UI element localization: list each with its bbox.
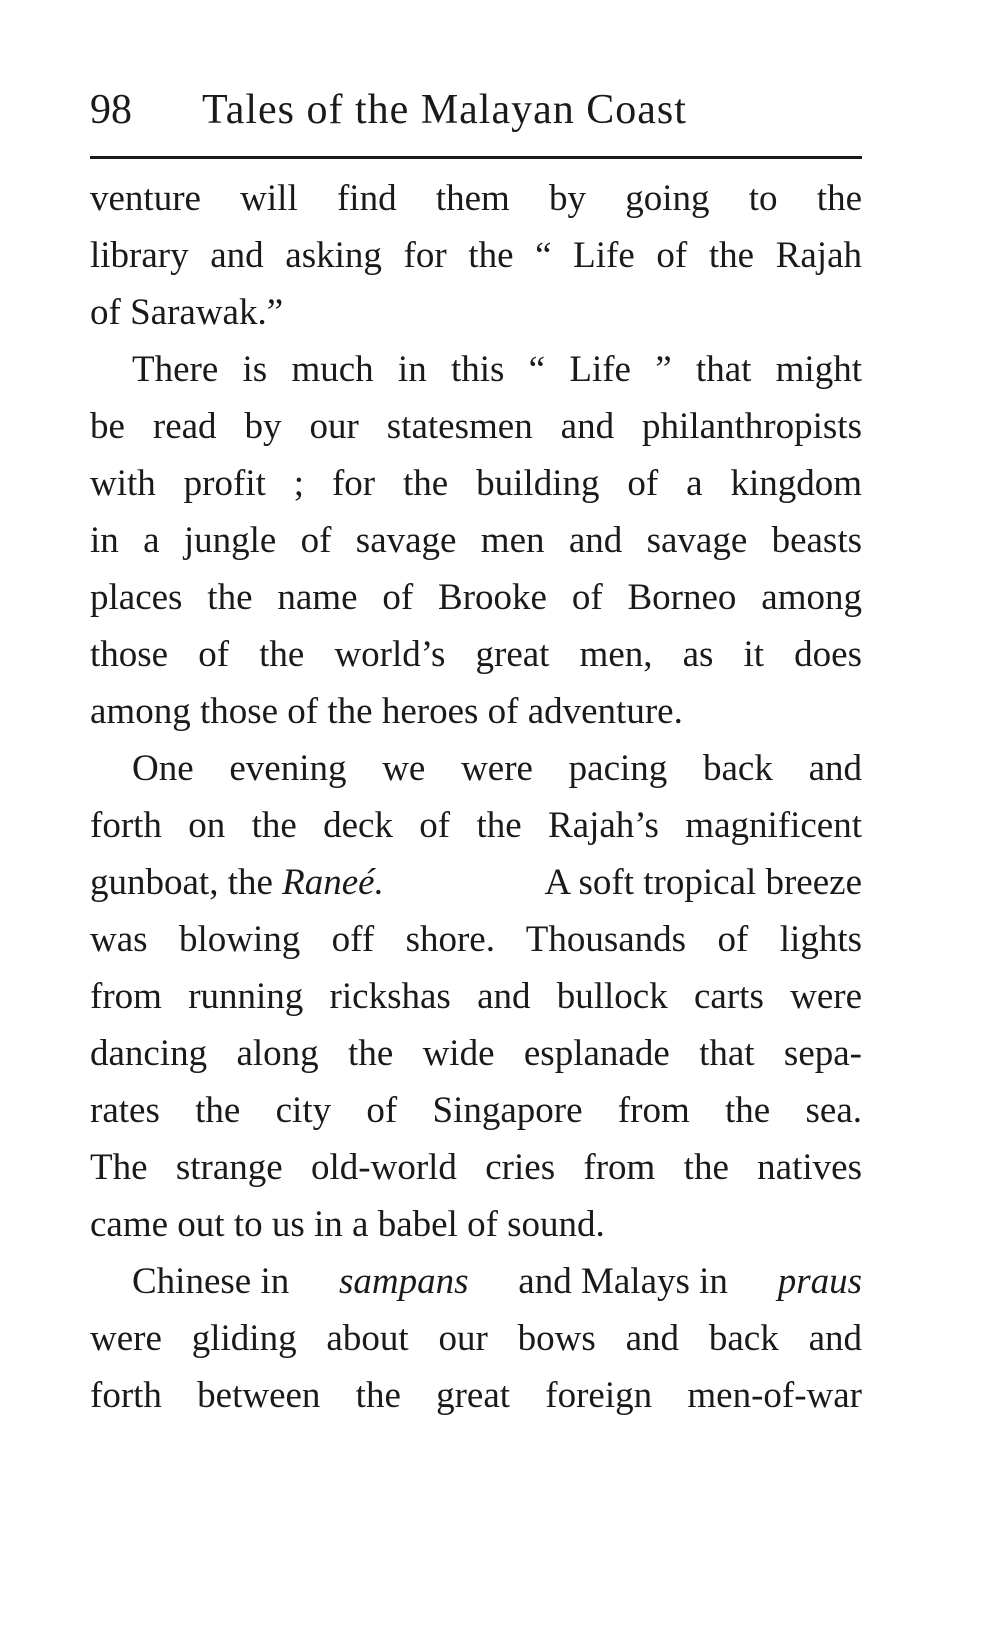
text-run: Chinese in bbox=[132, 1261, 290, 1302]
text-line: in a jungle of savage men and savage beasts bbox=[90, 520, 862, 561]
ship-name-italic: Raneé. bbox=[282, 862, 384, 903]
text-line: those of the world’s great men, as it does bbox=[90, 634, 862, 675]
body-text bbox=[90, 170, 862, 1424]
text-line: There is much in this “ Life ” that might bbox=[132, 349, 862, 390]
text-line: was blowing off shore. Thousands of lights bbox=[90, 919, 862, 960]
text-line: library and asking for the “ Life of the Rajah bbox=[90, 235, 862, 276]
text-line: be read by our statesmen and philanthropists bbox=[90, 406, 862, 447]
text-line: forth between the great foreign men-of-war bbox=[90, 1375, 862, 1416]
italic-word: sampans bbox=[339, 1261, 469, 1302]
text-line: forth on the deck of the Rajah’s magnificent bbox=[90, 805, 862, 846]
text-line: The strange old-world cries from the natives bbox=[90, 1147, 862, 1188]
text-line: venture will find them by going to the bbox=[90, 178, 862, 219]
text-line: with profit ; for the building of a kingdom bbox=[90, 463, 862, 504]
running-title: Tales of the Malayan Coast bbox=[202, 87, 687, 133]
text-run: gunboat, the bbox=[90, 862, 273, 903]
text-run: and Malays in bbox=[518, 1261, 728, 1302]
header-rule bbox=[90, 156, 862, 159]
text-line: rates the city of Singapore from the sea. bbox=[90, 1090, 862, 1131]
text-line-mixed bbox=[90, 854, 862, 911]
text-line: were gliding about our bows and back and bbox=[90, 1318, 862, 1359]
text-line: of Sarawak.” bbox=[90, 292, 284, 333]
italic-word: praus bbox=[777, 1261, 862, 1302]
text-line: among those of the heroes of adventure. bbox=[90, 691, 683, 732]
text-line: dancing along the wide esplanade that sepa- bbox=[90, 1033, 862, 1074]
text-run: A soft tropical breeze bbox=[544, 862, 862, 903]
text-line-mixed bbox=[90, 1253, 862, 1310]
running-header bbox=[90, 82, 687, 138]
text-line: One evening we were pacing back and bbox=[132, 748, 862, 789]
text-line: places the name of Brooke of Borneo among bbox=[90, 577, 862, 618]
text-line: came out to us in a babel of sound. bbox=[90, 1204, 605, 1245]
page-number: 98 bbox=[90, 87, 132, 133]
text-line: from running rickshas and bullock carts were bbox=[90, 976, 862, 1017]
